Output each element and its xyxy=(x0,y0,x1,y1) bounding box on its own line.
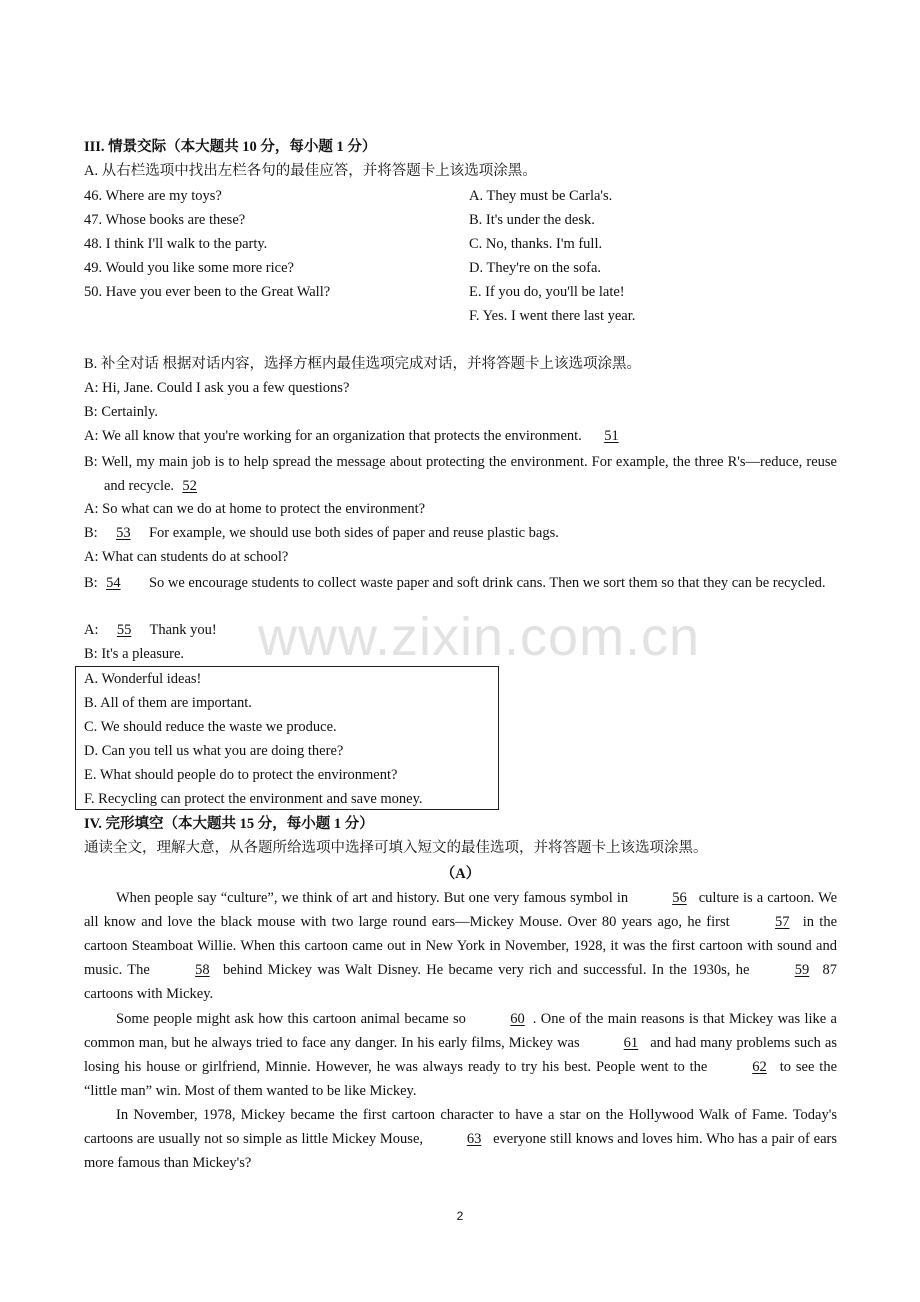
blank-52: 52 xyxy=(182,478,197,495)
blank-51: 51 xyxy=(604,428,619,444)
passage-text: in the cartoon Steamboat Willie. When this cartoon came out in New York in November, 1928, it was the first cartoon with sound and music. The xyxy=(84,914,838,979)
speaker-label: B: xyxy=(84,525,98,541)
dialogue-line: B: It's a pleasure. xyxy=(84,646,185,662)
passage-text: to see the “little man” win. Most of them wanted to be like Mickey. xyxy=(84,1059,838,1100)
blank-60: 60 xyxy=(510,1011,525,1027)
blank-63: 63 xyxy=(466,1131,482,1148)
section-4-heading: IV. 完形填空（本大题共 15 分，每小题 1 分） xyxy=(84,816,374,832)
box-option-b: B. All of them are important. xyxy=(84,695,252,711)
passage-text: . One of the main reasons is that Mickey was like a common man, but he always tried to face any danger. In his early films, Mickey was xyxy=(84,1011,837,1052)
box-option-e: E. What should people do to protect the environment? xyxy=(84,767,398,783)
blank-62: 62 xyxy=(752,1059,767,1076)
passage-paragraph-1 xyxy=(84,886,837,1006)
part-a-instruction: A. 从右栏选项中找出左栏各句的最佳应答，并将答题卡上该选项涂黑。 xyxy=(84,163,537,179)
options-box xyxy=(75,666,499,810)
watermark-text: www.zixin.com.cn xyxy=(258,607,701,667)
passage-paragraph-3 xyxy=(84,1103,837,1175)
blank-61: 61 xyxy=(623,1035,639,1052)
match-option-f: F. Yes. I went there last year. xyxy=(469,308,636,324)
box-option-f: F. Recycling can protect the environment and save money. xyxy=(84,791,423,807)
match-option-c: C. No, thanks. I'm full. xyxy=(469,236,603,252)
blank-58: 58 xyxy=(195,962,210,979)
passage-text: When people say “culture”, we think of art and history. But one very famous symbol in xyxy=(116,890,629,906)
dialogue-line xyxy=(84,620,217,640)
blank-59: 59 xyxy=(794,962,810,979)
dialogue-text: Thank you! xyxy=(149,622,217,638)
box-option-c: C. We should reduce the waste we produce. xyxy=(84,719,337,735)
question-46: 46. Where are my toys? xyxy=(84,188,222,204)
dialogue-text: B: Well, my main job is to help spread the message about protecting the environment. For example, the three R's—reduce, reuse and recycle. xyxy=(84,454,837,495)
speaker-label: A: xyxy=(84,622,99,638)
passage-text: and had many problems such as losing his house or girlfriend, Minnie. However, he was always ready to try his best. People went to the xyxy=(84,1035,838,1076)
section-3-heading: III. 情景交际（本大题共 10 分，每小题 1 分） xyxy=(84,139,377,155)
dialogue-line: A: Hi, Jane. Could I ask you a few questions? xyxy=(84,380,350,396)
question-48: 48. I think I'll walk to the party. xyxy=(84,236,268,252)
match-option-b: B. It's under the desk. xyxy=(469,212,595,228)
passage-text: In November, 1978, Mickey became the first cartoon character to have a star on the Hollywood Walk of Fame. Today's cartoons are usually not so simple as little Mickey Mouse, xyxy=(84,1107,837,1148)
dialogue-line xyxy=(84,571,837,595)
dialogue-text: For example, we should use both sides of paper and reuse plastic bags. xyxy=(148,525,559,541)
part-b-instruction: B. 补全对话 根据对话内容，选择方框内最佳选项完成对话，并将答题卡上该选项涂黑。 xyxy=(84,356,642,372)
section-4-instruction: 通读全文，理解大意，从各题所给选项中选择可填入短文的最佳选项，并将答题卡上该选项涂黑。 xyxy=(84,840,708,856)
blank-57: 57 xyxy=(774,914,790,931)
dialogue-text: A: We all know that you're working for an organization that protects the environment. xyxy=(84,428,582,444)
match-option-d: D. They're on the sofa. xyxy=(469,260,602,276)
dialogue-line xyxy=(84,426,633,446)
question-50: 50. Have you ever been to the Great Wall? xyxy=(84,284,331,300)
dialogue-line: B: Certainly. xyxy=(84,404,158,420)
blank-56: 56 xyxy=(672,890,687,906)
passage-text: behind Mickey was Walt Disney. He became very rich and successful. In the 1930s, he xyxy=(222,962,750,979)
match-option-a: A. They must be Carla's. xyxy=(469,188,613,204)
match-option-e: E. If you do, you'll be late! xyxy=(469,284,625,300)
speaker-label: B: xyxy=(84,575,98,591)
box-option-a: A. Wonderful ideas! xyxy=(84,671,202,687)
passage-text: culture is a cartoon. We all know and love the black mouse with two large round ears—Mickey Mouse. Over 80 years ago, he first xyxy=(84,890,838,931)
passage-label: （A） xyxy=(440,866,481,882)
passage-text: Some people might ask how this cartoon animal became so xyxy=(116,1011,466,1027)
dialogue-line xyxy=(84,450,837,498)
dialogue-line: A: So what can we do at home to protect the environment? xyxy=(84,501,426,517)
question-49: 49. Would you like some more rice? xyxy=(84,260,294,276)
dialogue-text: So we encourage students to collect waste paper and soft drink cans. Then we sort them so that they can be recycled. xyxy=(148,575,826,591)
question-47: 47. Whose books are these? xyxy=(84,212,246,228)
passage-text: 87 cartoons with Mickey. xyxy=(84,962,838,1003)
passage-paragraph-2 xyxy=(84,1007,837,1103)
blank-53: 53 xyxy=(116,525,131,541)
page-number: 2 xyxy=(456,1209,464,1223)
passage-text: everyone still knows and loves him. Who has a pair of ears more famous than Mickey's? xyxy=(84,1131,838,1172)
dialogue-line: A: What can students do at school? xyxy=(84,549,289,565)
blank-54: 54 xyxy=(106,575,121,591)
box-option-d: D. Can you tell us what you are doing there? xyxy=(84,743,344,759)
blank-55: 55 xyxy=(116,622,132,638)
dialogue-line xyxy=(84,523,559,543)
